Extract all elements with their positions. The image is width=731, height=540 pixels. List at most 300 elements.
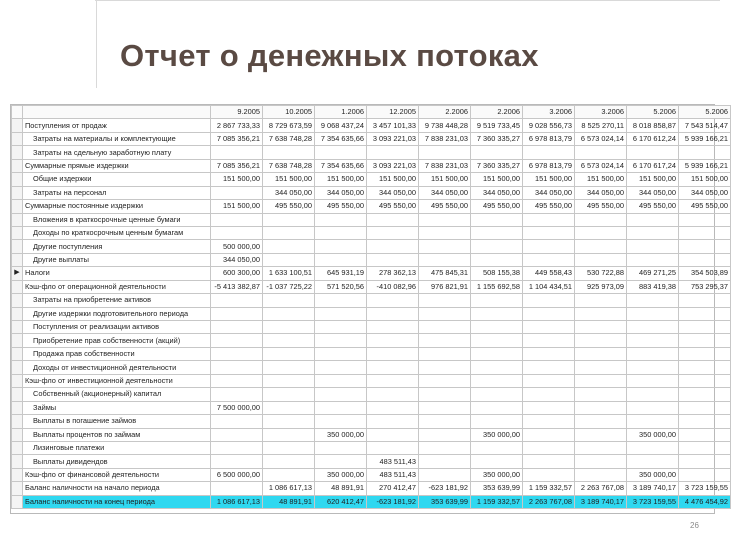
value-cell[interactable] [575,294,627,307]
value-cell[interactable] [419,334,471,347]
value-cell[interactable] [367,347,419,360]
value-cell[interactable] [471,374,523,387]
value-cell[interactable]: 6 978 813,79 [523,159,575,172]
row-selector[interactable] [12,415,23,428]
value-cell[interactable]: 344 050,00 [471,186,523,199]
value-cell[interactable] [471,146,523,159]
value-cell[interactable]: 9 738 448,28 [419,119,471,132]
value-cell[interactable]: 350 000,00 [315,468,367,481]
value-cell[interactable] [211,186,263,199]
value-cell[interactable]: 353 639,99 [471,482,523,495]
row-selector[interactable] [12,428,23,441]
value-cell[interactable] [575,334,627,347]
value-cell[interactable]: 7 500 000,00 [211,401,263,414]
value-cell[interactable]: 2 263 767,08 [575,482,627,495]
table-row[interactable] [12,159,731,172]
value-cell[interactable] [523,146,575,159]
value-cell[interactable] [679,361,731,374]
value-cell[interactable]: 7 360 335,27 [471,132,523,145]
value-cell[interactable] [367,401,419,414]
value-cell[interactable] [627,441,679,454]
table-row[interactable] [12,226,731,239]
value-cell[interactable]: 7 085 356,21 [211,132,263,145]
table-row[interactable] [12,401,731,414]
value-cell[interactable] [211,347,263,360]
value-cell[interactable] [575,240,627,253]
value-cell[interactable]: 278 362,13 [367,267,419,280]
value-cell[interactable] [575,321,627,334]
value-cell[interactable] [471,226,523,239]
value-cell[interactable] [575,374,627,387]
value-cell[interactable] [315,146,367,159]
value-cell[interactable]: 495 550,00 [419,200,471,213]
value-cell[interactable] [471,415,523,428]
value-cell[interactable] [367,441,419,454]
table-row[interactable] [12,374,731,387]
value-cell[interactable] [211,321,263,334]
value-cell[interactable]: 495 550,00 [627,200,679,213]
table-row[interactable] [12,213,731,226]
value-cell[interactable] [419,428,471,441]
table-row[interactable] [12,361,731,374]
value-cell[interactable] [627,401,679,414]
value-cell[interactable] [419,347,471,360]
value-cell[interactable] [367,213,419,226]
value-cell[interactable] [367,388,419,401]
value-cell[interactable] [419,226,471,239]
value-cell[interactable] [263,240,315,253]
value-cell[interactable]: 8 018 858,87 [627,119,679,132]
value-cell[interactable] [523,334,575,347]
value-cell[interactable] [367,294,419,307]
value-cell[interactable]: 7 354 635,66 [315,159,367,172]
table-row-selected[interactable] [12,495,731,508]
value-cell[interactable]: 7 838 231,03 [419,159,471,172]
value-cell[interactable] [627,415,679,428]
value-cell[interactable]: 344 050,00 [679,186,731,199]
value-cell[interactable] [627,455,679,468]
value-cell[interactable]: 151 500,00 [523,173,575,186]
value-cell[interactable]: 483 511,43 [367,455,419,468]
value-cell[interactable]: 3 093 221,03 [367,159,419,172]
value-cell[interactable] [211,213,263,226]
table-row[interactable] [12,119,731,132]
value-cell[interactable]: 495 550,00 [367,200,419,213]
value-cell[interactable] [263,428,315,441]
value-cell[interactable]: 495 550,00 [315,200,367,213]
value-cell[interactable]: 3 189 740,17 [627,482,679,495]
table-row[interactable] [12,455,731,468]
value-cell[interactable] [315,240,367,253]
value-cell[interactable]: 151 500,00 [419,173,471,186]
value-cell[interactable]: 925 973,09 [575,280,627,293]
value-cell[interactable]: 1 159 332,57 [523,482,575,495]
value-cell[interactable] [627,361,679,374]
table-row[interactable] [12,253,731,266]
value-cell[interactable] [523,455,575,468]
value-cell[interactable]: 7 838 231,03 [419,132,471,145]
value-cell[interactable]: 3 457 101,33 [367,119,419,132]
value-cell[interactable]: 48 891,91 [263,495,315,508]
value-cell[interactable] [679,455,731,468]
row-selector[interactable] [12,200,23,213]
value-cell[interactable] [211,374,263,387]
value-cell[interactable]: 3 723 159,55 [679,482,731,495]
value-cell[interactable] [263,213,315,226]
table-row[interactable] [12,267,731,280]
row-selector[interactable] [12,294,23,307]
row-selector[interactable] [12,173,23,186]
value-cell[interactable] [679,415,731,428]
value-cell[interactable] [263,374,315,387]
value-cell[interactable]: 600 300,00 [211,267,263,280]
value-cell[interactable] [315,294,367,307]
value-cell[interactable] [315,388,367,401]
value-cell[interactable]: 5 939 166,21 [679,159,731,172]
row-selector[interactable] [12,334,23,347]
value-cell[interactable]: 2 867 733,33 [211,119,263,132]
value-cell[interactable]: 571 520,56 [315,280,367,293]
value-cell[interactable] [627,388,679,401]
value-cell[interactable] [679,347,731,360]
value-cell[interactable]: 495 550,00 [471,200,523,213]
value-cell[interactable] [523,401,575,414]
value-cell[interactable]: 350 000,00 [471,468,523,481]
value-cell[interactable]: 48 891,91 [315,482,367,495]
row-selector[interactable] [12,119,23,132]
value-cell[interactable] [575,455,627,468]
value-cell[interactable]: 151 500,00 [263,173,315,186]
value-cell[interactable] [575,401,627,414]
value-cell[interactable]: 7 543 514,47 [679,119,731,132]
value-cell[interactable]: 151 500,00 [367,173,419,186]
value-cell[interactable] [263,347,315,360]
value-cell[interactable]: 645 931,19 [315,267,367,280]
value-cell[interactable] [211,294,263,307]
value-cell[interactable]: 1 086 617,13 [263,482,315,495]
value-cell[interactable] [523,388,575,401]
table-row[interactable] [12,280,731,293]
value-cell[interactable] [315,415,367,428]
value-cell[interactable] [575,146,627,159]
value-cell[interactable] [679,146,731,159]
row-selector[interactable] [12,253,23,266]
value-cell[interactable] [679,213,731,226]
value-cell[interactable] [419,468,471,481]
value-cell[interactable] [419,213,471,226]
row-selector[interactable] [12,307,23,320]
row-selector[interactable] [12,468,23,481]
value-cell[interactable] [263,253,315,266]
value-cell[interactable] [211,334,263,347]
value-cell[interactable] [471,321,523,334]
value-cell[interactable]: 495 550,00 [679,200,731,213]
value-cell[interactable]: 6 170 612,24 [627,132,679,145]
row-selector[interactable] [12,441,23,454]
value-cell[interactable]: 7 354 635,66 [315,132,367,145]
value-cell[interactable] [523,374,575,387]
value-cell[interactable] [627,213,679,226]
value-cell[interactable] [367,146,419,159]
table-row[interactable] [12,334,731,347]
table-row[interactable] [12,321,731,334]
value-cell[interactable]: 344 050,00 [523,186,575,199]
value-cell[interactable]: 4 476 454,92 [679,495,731,508]
value-cell[interactable]: -623 181,92 [367,495,419,508]
value-cell[interactable] [419,455,471,468]
value-cell[interactable] [263,361,315,374]
value-cell[interactable]: 500 000,00 [211,240,263,253]
value-cell[interactable] [523,415,575,428]
value-cell[interactable]: 620 412,47 [315,495,367,508]
value-cell[interactable] [315,321,367,334]
value-cell[interactable] [575,213,627,226]
value-cell[interactable] [315,334,367,347]
value-cell[interactable] [679,388,731,401]
value-cell[interactable]: 883 419,38 [627,280,679,293]
value-cell[interactable] [523,321,575,334]
value-cell[interactable]: 9 519 733,45 [471,119,523,132]
row-selector[interactable] [12,106,23,119]
value-cell[interactable] [627,347,679,360]
row-selector[interactable] [12,159,23,172]
value-cell[interactable] [315,374,367,387]
value-cell[interactable]: 495 550,00 [523,200,575,213]
value-cell[interactable] [523,428,575,441]
value-cell[interactable]: 9 028 556,73 [523,119,575,132]
value-cell[interactable]: 1 633 100,51 [263,267,315,280]
value-cell[interactable]: 350 000,00 [315,428,367,441]
value-cell[interactable]: 976 821,91 [419,280,471,293]
value-cell[interactable]: 449 558,43 [523,267,575,280]
value-cell[interactable] [575,428,627,441]
value-cell[interactable] [523,240,575,253]
value-cell[interactable] [211,428,263,441]
value-cell[interactable] [315,441,367,454]
row-selector[interactable] [12,482,23,495]
value-cell[interactable] [315,347,367,360]
value-cell[interactable]: 6 573 024,14 [575,132,627,145]
value-cell[interactable] [523,361,575,374]
value-cell[interactable]: 475 845,31 [419,267,471,280]
row-selector[interactable] [12,240,23,253]
value-cell[interactable] [679,226,731,239]
value-cell[interactable]: 3 093 221,03 [367,132,419,145]
table-row[interactable] [12,132,731,145]
value-cell[interactable]: -1 037 725,22 [263,280,315,293]
value-cell[interactable] [263,441,315,454]
row-selector[interactable]: ▶ [12,267,23,280]
value-cell[interactable]: 344 050,00 [263,186,315,199]
value-cell[interactable] [315,307,367,320]
value-cell[interactable] [367,307,419,320]
value-cell[interactable] [471,253,523,266]
table-row[interactable] [12,441,731,454]
table-row[interactable] [12,200,731,213]
value-cell[interactable] [419,374,471,387]
row-selector[interactable] [12,226,23,239]
value-cell[interactable]: 350 000,00 [471,428,523,441]
value-cell[interactable] [419,321,471,334]
value-cell[interactable]: 8 525 270,11 [575,119,627,132]
value-cell[interactable] [315,361,367,374]
value-cell[interactable] [419,441,471,454]
value-cell[interactable] [679,441,731,454]
value-cell[interactable] [211,361,263,374]
row-selector[interactable] [12,455,23,468]
value-cell[interactable] [471,294,523,307]
row-selector[interactable] [12,401,23,414]
value-cell[interactable]: 6 978 813,79 [523,132,575,145]
value-cell[interactable] [367,374,419,387]
value-cell[interactable] [679,401,731,414]
value-cell[interactable] [471,455,523,468]
value-cell[interactable]: 151 500,00 [211,200,263,213]
value-cell[interactable] [367,428,419,441]
table-row[interactable] [12,347,731,360]
value-cell[interactable]: 483 511,43 [367,468,419,481]
value-cell[interactable]: 344 050,00 [367,186,419,199]
row-selector[interactable] [12,186,23,199]
value-cell[interactable] [679,253,731,266]
value-cell[interactable]: 344 050,00 [315,186,367,199]
value-cell[interactable] [471,334,523,347]
value-cell[interactable] [523,468,575,481]
value-cell[interactable] [211,441,263,454]
value-cell[interactable]: 6 170 617,24 [627,159,679,172]
value-cell[interactable]: 1 104 434,51 [523,280,575,293]
value-cell[interactable] [575,347,627,360]
value-cell[interactable] [627,321,679,334]
value-cell[interactable] [315,213,367,226]
value-cell[interactable]: 8 729 673,59 [263,119,315,132]
value-cell[interactable]: 344 050,00 [627,186,679,199]
value-cell[interactable] [211,146,263,159]
value-cell[interactable] [471,441,523,454]
value-cell[interactable] [419,415,471,428]
value-cell[interactable]: 495 550,00 [263,200,315,213]
value-cell[interactable] [263,455,315,468]
value-cell[interactable]: 753 295,37 [679,280,731,293]
value-cell[interactable] [419,361,471,374]
value-cell[interactable] [367,334,419,347]
value-cell[interactable]: 3 189 740,17 [575,495,627,508]
value-cell[interactable] [315,253,367,266]
value-cell[interactable] [263,415,315,428]
value-cell[interactable] [367,321,419,334]
row-selector[interactable] [12,388,23,401]
value-cell[interactable]: 353 639,99 [419,495,471,508]
value-cell[interactable] [523,253,575,266]
value-cell[interactable] [419,240,471,253]
value-cell[interactable] [419,307,471,320]
value-cell[interactable] [263,321,315,334]
value-cell[interactable] [523,294,575,307]
value-cell[interactable] [471,240,523,253]
table-row[interactable] [12,468,731,481]
value-cell[interactable]: 5 939 166,21 [679,132,731,145]
table-row[interactable] [12,388,731,401]
value-cell[interactable] [575,226,627,239]
value-cell[interactable]: 1 155 692,58 [471,280,523,293]
value-cell[interactable]: 151 500,00 [575,173,627,186]
value-cell[interactable] [679,321,731,334]
value-cell[interactable] [263,307,315,320]
value-cell[interactable]: 9 068 437,24 [315,119,367,132]
value-cell[interactable] [679,307,731,320]
value-cell[interactable] [627,146,679,159]
value-cell[interactable]: 7 638 748,28 [263,159,315,172]
value-cell[interactable]: 495 550,00 [575,200,627,213]
value-cell[interactable] [211,226,263,239]
value-cell[interactable]: 7 085 356,21 [211,159,263,172]
value-cell[interactable] [419,294,471,307]
value-cell[interactable] [263,468,315,481]
table-row[interactable] [12,482,731,495]
value-cell[interactable]: 7 360 335,27 [471,159,523,172]
value-cell[interactable]: 350 000,00 [627,468,679,481]
value-cell[interactable]: 1 086 617,13 [211,495,263,508]
value-cell[interactable] [419,388,471,401]
value-cell[interactable]: 151 500,00 [315,173,367,186]
row-selector[interactable] [12,132,23,145]
table-row[interactable] [12,307,731,320]
value-cell[interactable]: 6 573 024,14 [575,159,627,172]
value-cell[interactable] [627,240,679,253]
table-row[interactable] [12,294,731,307]
value-cell[interactable] [419,253,471,266]
table-row[interactable] [12,173,731,186]
value-cell[interactable]: 151 500,00 [679,173,731,186]
value-cell[interactable] [367,226,419,239]
value-cell[interactable] [679,240,731,253]
value-cell[interactable] [627,307,679,320]
row-selector[interactable] [12,374,23,387]
value-cell[interactable] [263,388,315,401]
value-cell[interactable] [471,307,523,320]
value-cell[interactable] [263,334,315,347]
value-cell[interactable] [419,146,471,159]
value-cell[interactable] [367,253,419,266]
value-cell[interactable] [575,415,627,428]
value-cell[interactable] [679,374,731,387]
value-cell[interactable] [523,441,575,454]
value-cell[interactable] [263,226,315,239]
value-cell[interactable]: 469 271,25 [627,267,679,280]
value-cell[interactable] [211,482,263,495]
value-cell[interactable]: -5 413 382,87 [211,280,263,293]
value-cell[interactable]: -410 082,96 [367,280,419,293]
value-cell[interactable] [575,253,627,266]
row-selector[interactable] [12,495,23,508]
value-cell[interactable]: -623 181,92 [419,482,471,495]
value-cell[interactable] [523,226,575,239]
value-cell[interactable]: 151 500,00 [627,173,679,186]
value-cell[interactable]: 270 412,47 [367,482,419,495]
value-cell[interactable] [575,441,627,454]
value-cell[interactable] [523,307,575,320]
value-cell[interactable] [471,388,523,401]
table-row[interactable] [12,428,731,441]
row-selector[interactable] [12,361,23,374]
value-cell[interactable]: 344 050,00 [211,253,263,266]
value-cell[interactable] [211,415,263,428]
value-cell[interactable] [211,455,263,468]
value-cell[interactable]: 530 722,88 [575,267,627,280]
value-cell[interactable] [575,361,627,374]
value-cell[interactable]: 151 500,00 [211,173,263,186]
value-cell[interactable] [575,468,627,481]
